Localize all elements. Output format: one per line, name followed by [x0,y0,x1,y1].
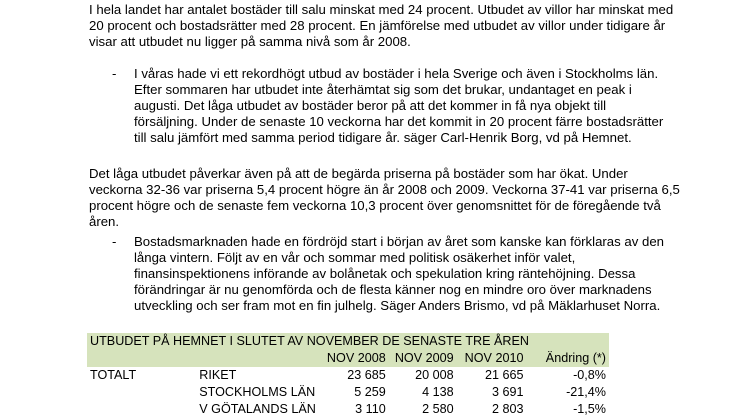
supply-table [87,333,609,418]
text-line: förändringar är nu genomförda och de flesta känner nog en mindre oro över marknadens [134,282,652,297]
table-cell [87,401,196,418]
table-cell: 2 803 [491,402,524,416]
bullet-quote-brismo [112,234,692,314]
text-line: till salu jämfört med samma period tidigare år. säger Carl-Henrik Borg, vd på Hemnet. [134,130,632,145]
table-cell: 3 691 [491,385,524,399]
text-line: långa vintern. Följt av en vår och sommar med politisk osäkerhet inför valet, [134,250,576,265]
text-line: veckorna 32-36 var priserna 5,4 procent högre än år 2008 och 2009. Veckorna 37-41 var priserna 6,5 [89,182,680,197]
table-cell: 20 008 [415,368,454,382]
table-cell: 4 138 [422,385,454,399]
table-cell: 23 685 [347,368,386,382]
table-title-row [87,333,609,350]
text-line: I hela landet har antalet bostäder till salu minskat med 24 procent. Utbudet av villor har minskat med [89,2,674,17]
bullet-dash: - [112,66,117,81]
text-line: Bostadsmarknaden hade en fördröjd start i början av året som kanske kan förklaras av den [134,234,664,249]
table-header-row [87,350,609,367]
table-cell: 3 110 [355,402,386,416]
table-title: UTBUDET PÅ HEMNET I SLUTET AV NOVEMBER DE SENASTE TRE ÅREN [87,333,609,350]
table-cell: RIKET [199,368,237,382]
text-line: 20 procent och bostadsrätter med 28 procent. En jämförelse med utbudet av villor under tidigare år [89,18,666,33]
table-header-cell: NOV 2008 [319,350,389,367]
text-line: Det låga utbudet påverkar även på att de begärda priserna på bostäder som har ökat. Under [89,166,628,181]
table-header-cell: NOV 2009 [389,350,457,367]
text-line: augusti. Det låga utbudet av bostäder beror på att det kommer in få nya objekt till [134,98,607,113]
text-line: I våras hade vi ett rekordhögt utbud av bostäder i hela Sverige och även i Stockholms län. [134,66,659,81]
table-cell: -21,4% [566,385,606,399]
text-line: åren. [89,214,120,229]
table-header-cell [196,350,319,367]
table-row [87,401,609,418]
paragraph-supply-decline [89,2,679,50]
table-cell: 2 580 [422,402,454,416]
table-cell: STOCKHOLMS LÄN [199,385,316,399]
table-cell: V GÖTALANDS LÄN [199,402,316,416]
table-header-cell [87,350,196,367]
table-cell: 5 259 [354,385,386,399]
paragraph-prices [89,166,679,230]
table-row [87,367,609,384]
table-cell: -1,5% [573,402,606,416]
text-line: finansinspektionens införande av bolånetak och spekulation kring räntehöjning. Dessa [134,266,636,281]
text-line: Efter sommaren har utbudet inte återhämtat sig som det brukar, undantaget en peak i [134,82,632,97]
table-cell: -0,8% [573,368,606,382]
table-row [87,384,609,401]
table-header-cell: NOV 2010 [457,350,527,367]
text-line: utveckling och ser fram mot en fin julhelg. Säger Anders Brismo, vd på Mäklarhuset Norra. [134,298,661,313]
bullet-quote-borg [112,66,692,146]
table-cell: TOTALT [90,368,137,382]
text-line: visar att utbudet nu ligger på samma nivå som år 2008. [89,34,411,49]
bullet-dash: - [112,234,117,249]
table-cell: 21 665 [484,368,524,382]
table-cell [87,384,196,401]
text-line: försäljning. Under de senaste 10 veckorna har det kommit in 20 procent färre bostadsrätter [134,114,664,129]
table-header-cell: Ändring (*) [526,350,609,367]
text-line: procent högre och de senaste fem veckorna 10,3 procent över genomsnittet för de föregående två [89,198,661,213]
